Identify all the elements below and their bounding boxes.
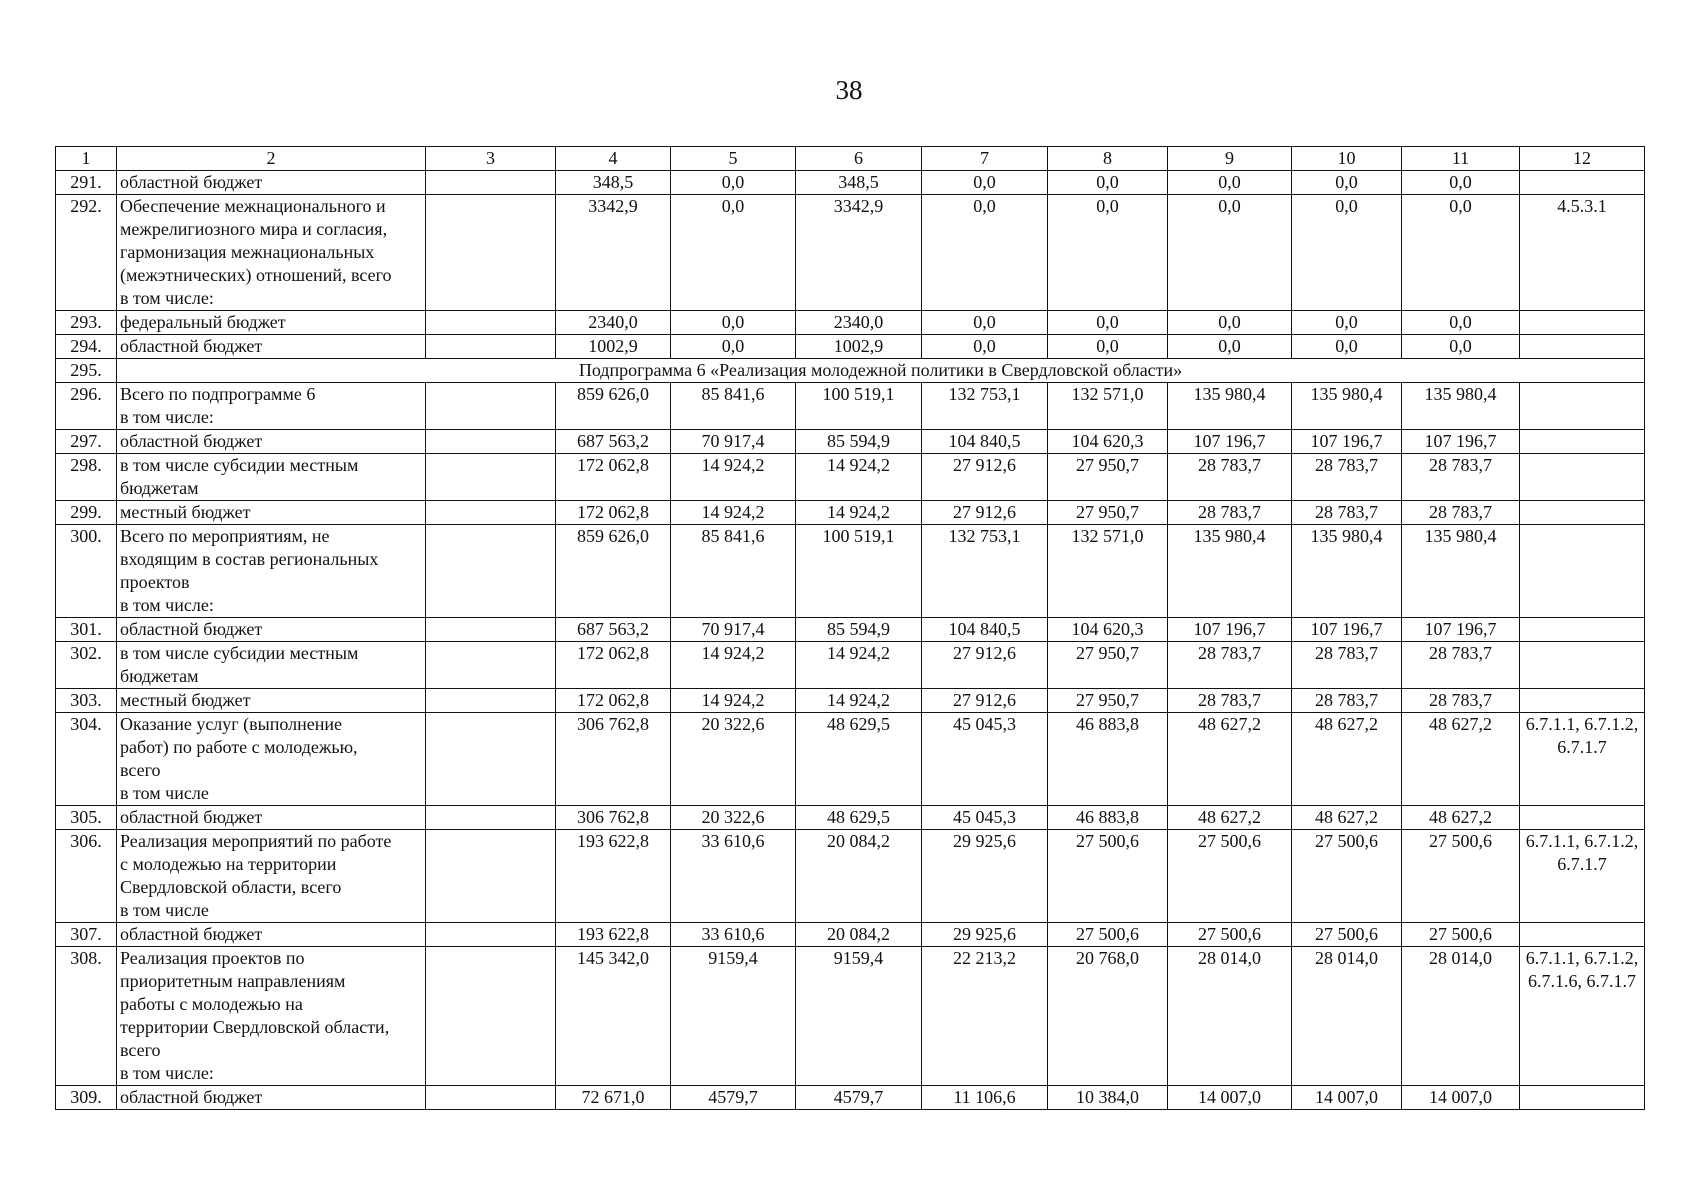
table-body [56, 147, 1645, 1110]
column-3-cell [426, 713, 556, 806]
value-cell: 0,0 [1292, 311, 1402, 335]
value-cell: 28 783,7 [1168, 454, 1292, 501]
value-cell: 9159,4 [796, 947, 922, 1086]
item-name-line: входящим в состав региональных [120, 549, 379, 569]
value-cell: 85 594,9 [796, 618, 922, 642]
item-name-line: в том числе субсидии местным [120, 455, 359, 475]
value-cell: 28 783,7 [1292, 689, 1402, 713]
value-cell: 0,0 [922, 171, 1048, 195]
value-cell: 687 563,2 [556, 430, 671, 454]
value-cell: 14 924,2 [671, 689, 796, 713]
table-row [56, 713, 1645, 806]
table-row [56, 1086, 1645, 1110]
value-cell: 4579,7 [796, 1086, 922, 1110]
item-name [117, 1086, 426, 1110]
value-cell: 0,0 [1048, 311, 1168, 335]
value-cell: 20 084,2 [796, 923, 922, 947]
value-cell: 0,0 [1168, 335, 1292, 359]
item-name [117, 947, 426, 1086]
row-number: 299. [56, 501, 117, 525]
target-code [1520, 383, 1645, 430]
value-cell: 48 627,2 [1292, 713, 1402, 806]
value-cell: 0,0 [671, 171, 796, 195]
value-cell: 14 924,2 [796, 501, 922, 525]
target-code [1520, 430, 1645, 454]
header-cell: 11 [1402, 147, 1520, 171]
value-cell: 70 917,4 [671, 618, 796, 642]
value-cell: 28 014,0 [1168, 947, 1292, 1086]
value-cell: 0,0 [671, 311, 796, 335]
value-cell: 0,0 [922, 335, 1048, 359]
value-cell: 27 500,6 [1292, 923, 1402, 947]
target-code [1520, 335, 1645, 359]
value-cell: 107 196,7 [1402, 618, 1520, 642]
value-cell: 0,0 [1292, 171, 1402, 195]
value-cell: 0,0 [1168, 171, 1292, 195]
item-name-line: Свердловской области, всего [120, 877, 342, 897]
value-cell: 859 626,0 [556, 383, 671, 430]
item-name [117, 689, 426, 713]
item-name-line: всего [120, 760, 161, 780]
value-cell: 104 620,3 [1048, 618, 1168, 642]
column-3-cell [426, 454, 556, 501]
item-name [117, 525, 426, 618]
item-name [117, 171, 426, 195]
item-name-line: бюджетам [120, 478, 199, 498]
value-cell: 3342,9 [796, 195, 922, 311]
column-3-cell [426, 171, 556, 195]
table-row [56, 947, 1645, 1086]
item-name-line: федеральный бюджет [120, 312, 286, 332]
value-cell: 48 627,2 [1168, 806, 1292, 830]
row-number: 309. [56, 1086, 117, 1110]
value-cell: 0,0 [1048, 195, 1168, 311]
value-cell: 14 924,2 [671, 501, 796, 525]
value-cell: 46 883,8 [1048, 806, 1168, 830]
item-name-line: работ) по работе с молодежью, [120, 737, 358, 757]
value-cell: 104 840,5 [922, 618, 1048, 642]
value-cell: 0,0 [1048, 335, 1168, 359]
target-code: 6.7.1.1, 6.7.1.2, 6.7.1.7 [1520, 830, 1645, 923]
row-number: 305. [56, 806, 117, 830]
value-cell: 107 196,7 [1292, 618, 1402, 642]
item-name-line: в том числе [120, 900, 209, 920]
item-name-line: областной бюджет [120, 336, 263, 356]
value-cell: 27 950,7 [1048, 454, 1168, 501]
value-cell: 48 629,5 [796, 713, 922, 806]
item-name-line: в том числе [120, 783, 209, 803]
header-cell: 12 [1520, 147, 1645, 171]
value-cell: 28 014,0 [1292, 947, 1402, 1086]
value-cell: 14 924,2 [671, 642, 796, 689]
row-number: 298. [56, 454, 117, 501]
value-cell: 193 622,8 [556, 830, 671, 923]
value-cell: 0,0 [671, 195, 796, 311]
value-cell: 28 783,7 [1402, 454, 1520, 501]
value-cell: 0,0 [1402, 335, 1520, 359]
column-3-cell [426, 923, 556, 947]
header-cell: 2 [117, 147, 426, 171]
value-cell: 132 753,1 [922, 383, 1048, 430]
item-name-line: областной бюджет [120, 172, 263, 192]
item-name-line: бюджетам [120, 666, 199, 686]
value-cell: 20 084,2 [796, 830, 922, 923]
table-row [56, 311, 1645, 335]
value-cell: 145 342,0 [556, 947, 671, 1086]
header-cell: 5 [671, 147, 796, 171]
value-cell: 28 014,0 [1402, 947, 1520, 1086]
value-cell: 14 007,0 [1402, 1086, 1520, 1110]
value-cell: 14 924,2 [796, 689, 922, 713]
value-cell: 107 196,7 [1402, 430, 1520, 454]
value-cell: 48 629,5 [796, 806, 922, 830]
budget-table [55, 146, 1645, 1110]
value-cell: 28 783,7 [1402, 642, 1520, 689]
table-row [56, 171, 1645, 195]
item-name-line: Оказание услуг (выполнение [120, 714, 343, 734]
value-cell: 0,0 [1292, 195, 1402, 311]
value-cell: 2340,0 [796, 311, 922, 335]
column-3-cell [426, 430, 556, 454]
value-cell: 33 610,6 [671, 830, 796, 923]
value-cell: 28 783,7 [1292, 454, 1402, 501]
value-cell: 10 384,0 [1048, 1086, 1168, 1110]
column-3-cell [426, 195, 556, 311]
item-name-line: областной бюджет [120, 924, 263, 944]
value-cell: 46 883,8 [1048, 713, 1168, 806]
item-name-line: в том числе: [120, 407, 214, 427]
item-name-line: проектов [120, 572, 190, 592]
item-name-line: Обеспечение межнационального и [120, 196, 386, 216]
value-cell: 859 626,0 [556, 525, 671, 618]
item-name [117, 383, 426, 430]
header-cell: 4 [556, 147, 671, 171]
value-cell: 27 950,7 [1048, 501, 1168, 525]
target-code [1520, 923, 1645, 947]
item-name [117, 311, 426, 335]
header-row [56, 147, 1645, 171]
item-name-line: межрелигиозного мира и согласия, [120, 219, 388, 239]
value-cell: 306 762,8 [556, 806, 671, 830]
row-number: 303. [56, 689, 117, 713]
target-code [1520, 171, 1645, 195]
subprogram-title: Подпрограмма 6 «Реализация молодежной политики в Свердловской области» [117, 359, 1645, 383]
column-3-cell [426, 1086, 556, 1110]
target-code [1520, 311, 1645, 335]
value-cell: 48 627,2 [1402, 806, 1520, 830]
target-code [1520, 806, 1645, 830]
value-cell: 132 571,0 [1048, 525, 1168, 618]
value-cell: 9159,4 [671, 947, 796, 1086]
value-cell: 45 045,3 [922, 806, 1048, 830]
table-row [56, 501, 1645, 525]
row-number: 292. [56, 195, 117, 311]
column-3-cell [426, 689, 556, 713]
column-3-cell [426, 335, 556, 359]
value-cell: 100 519,1 [796, 525, 922, 618]
value-cell: 0,0 [1292, 335, 1402, 359]
item-name-line: в том числе: [120, 595, 214, 615]
row-number: 294. [56, 335, 117, 359]
table-row [56, 689, 1645, 713]
table-row [56, 454, 1645, 501]
item-name [117, 454, 426, 501]
column-3-cell [426, 618, 556, 642]
item-name-line: областной бюджет [120, 1087, 263, 1107]
value-cell: 20 322,6 [671, 806, 796, 830]
value-cell: 172 062,8 [556, 689, 671, 713]
target-code [1520, 642, 1645, 689]
column-3-cell [426, 501, 556, 525]
table-row [56, 195, 1645, 311]
value-cell: 70 917,4 [671, 430, 796, 454]
value-cell: 33 610,6 [671, 923, 796, 947]
value-cell: 29 925,6 [922, 830, 1048, 923]
value-cell: 0,0 [922, 311, 1048, 335]
target-code [1520, 618, 1645, 642]
value-cell: 0,0 [1168, 195, 1292, 311]
value-cell: 132 753,1 [922, 525, 1048, 618]
value-cell: 104 840,5 [922, 430, 1048, 454]
item-name-line: Реализация проектов по [120, 948, 305, 968]
value-cell: 85 594,9 [796, 430, 922, 454]
value-cell: 135 980,4 [1292, 383, 1402, 430]
value-cell: 27 500,6 [1292, 830, 1402, 923]
value-cell: 85 841,6 [671, 383, 796, 430]
value-cell: 14 924,2 [671, 454, 796, 501]
item-name-line: работы с молодежью на [120, 994, 303, 1014]
value-cell: 0,0 [1048, 171, 1168, 195]
value-cell: 27 500,6 [1168, 830, 1292, 923]
value-cell: 20 768,0 [1048, 947, 1168, 1086]
header-cell: 8 [1048, 147, 1168, 171]
value-cell: 22 213,2 [922, 947, 1048, 1086]
item-name-line: в том числе субсидии местным [120, 643, 359, 663]
table-row [56, 383, 1645, 430]
header-cell: 3 [426, 147, 556, 171]
value-cell: 27 912,6 [922, 689, 1048, 713]
row-number: 304. [56, 713, 117, 806]
value-cell: 135 980,4 [1402, 525, 1520, 618]
value-cell: 27 500,6 [1402, 830, 1520, 923]
item-name [117, 618, 426, 642]
value-cell: 135 980,4 [1292, 525, 1402, 618]
value-cell: 48 627,2 [1292, 806, 1402, 830]
item-name [117, 830, 426, 923]
target-code: 4.5.3.1 [1520, 195, 1645, 311]
value-cell: 135 980,4 [1402, 383, 1520, 430]
value-cell: 0,0 [671, 335, 796, 359]
value-cell: 0,0 [922, 195, 1048, 311]
value-cell: 28 783,7 [1168, 689, 1292, 713]
item-name-line: местный бюджет [120, 502, 251, 522]
value-cell: 172 062,8 [556, 454, 671, 501]
table-row [56, 642, 1645, 689]
value-cell: 27 912,6 [922, 501, 1048, 525]
item-name-line: областной бюджет [120, 431, 263, 451]
value-cell: 14 007,0 [1292, 1086, 1402, 1110]
item-name [117, 642, 426, 689]
item-name [117, 335, 426, 359]
item-name [117, 923, 426, 947]
value-cell: 20 322,6 [671, 713, 796, 806]
table-row [56, 359, 1645, 383]
header-cell: 7 [922, 147, 1048, 171]
target-code [1520, 454, 1645, 501]
value-cell: 135 980,4 [1168, 383, 1292, 430]
target-code [1520, 689, 1645, 713]
value-cell: 2340,0 [556, 311, 671, 335]
value-cell: 27 950,7 [1048, 689, 1168, 713]
value-cell: 27 500,6 [1048, 923, 1168, 947]
item-name [117, 430, 426, 454]
value-cell: 28 783,7 [1168, 642, 1292, 689]
row-number: 308. [56, 947, 117, 1086]
value-cell: 1002,9 [556, 335, 671, 359]
row-number: 301. [56, 618, 117, 642]
value-cell: 28 783,7 [1402, 501, 1520, 525]
header-cell: 9 [1168, 147, 1292, 171]
value-cell: 0,0 [1402, 171, 1520, 195]
value-cell: 306 762,8 [556, 713, 671, 806]
target-code [1520, 525, 1645, 618]
value-cell: 3342,9 [556, 195, 671, 311]
value-cell: 107 196,7 [1168, 618, 1292, 642]
header-cell: 6 [796, 147, 922, 171]
header-cell: 1 [56, 147, 117, 171]
row-number: 293. [56, 311, 117, 335]
target-code [1520, 1086, 1645, 1110]
table-row [56, 830, 1645, 923]
column-3-cell [426, 830, 556, 923]
value-cell: 14 924,2 [796, 454, 922, 501]
value-cell: 27 912,6 [922, 642, 1048, 689]
value-cell: 193 622,8 [556, 923, 671, 947]
item-name-line: с молодежью на территории [120, 854, 337, 874]
value-cell: 27 500,6 [1402, 923, 1520, 947]
value-cell: 27 950,7 [1048, 642, 1168, 689]
value-cell: 132 571,0 [1048, 383, 1168, 430]
item-name-line: (межэтнических) отношений, всего [120, 265, 392, 285]
item-name [117, 713, 426, 806]
item-name [117, 501, 426, 525]
value-cell: 27 500,6 [1048, 830, 1168, 923]
target-code [1520, 501, 1645, 525]
table-row [56, 525, 1645, 618]
table-row [56, 335, 1645, 359]
value-cell: 104 620,3 [1048, 430, 1168, 454]
item-name [117, 806, 426, 830]
row-number: 300. [56, 525, 117, 618]
value-cell: 11 106,6 [922, 1086, 1048, 1110]
column-3-cell [426, 947, 556, 1086]
item-name-line: приоритетным направлениям [120, 971, 346, 991]
item-name-line: областной бюджет [120, 807, 263, 827]
row-number: 295. [56, 359, 117, 383]
value-cell: 4579,7 [671, 1086, 796, 1110]
value-cell: 348,5 [556, 171, 671, 195]
page-number: 38 [835, 75, 863, 105]
value-cell: 172 062,8 [556, 501, 671, 525]
item-name-line: гармонизация межнациональных [120, 242, 375, 262]
row-number: 302. [56, 642, 117, 689]
value-cell: 172 062,8 [556, 642, 671, 689]
header-cell: 10 [1292, 147, 1402, 171]
column-3-cell [426, 383, 556, 430]
value-cell: 0,0 [1168, 311, 1292, 335]
item-name [117, 195, 426, 311]
row-number: 297. [56, 430, 117, 454]
value-cell: 48 627,2 [1168, 713, 1292, 806]
row-number: 296. [56, 383, 117, 430]
value-cell: 348,5 [796, 171, 922, 195]
value-cell: 28 783,7 [1402, 689, 1520, 713]
value-cell: 1002,9 [796, 335, 922, 359]
item-name-line: областной бюджет [120, 619, 263, 639]
table-row [56, 618, 1645, 642]
item-name-line: территории Свердловской области, [120, 1017, 390, 1037]
value-cell: 14 007,0 [1168, 1086, 1292, 1110]
table-row [56, 806, 1645, 830]
value-cell: 85 841,6 [671, 525, 796, 618]
item-name-line: всего [120, 1040, 161, 1060]
value-cell: 0,0 [1402, 195, 1520, 311]
target-code: 6.7.1.1, 6.7.1.2, 6.7.1.7 [1520, 713, 1645, 806]
row-number: 306. [56, 830, 117, 923]
value-cell: 29 925,6 [922, 923, 1048, 947]
column-3-cell [426, 525, 556, 618]
item-name-line: Всего по мероприятиям, не [120, 526, 330, 546]
item-name-line: в том числе: [120, 1063, 214, 1083]
value-cell: 28 783,7 [1292, 642, 1402, 689]
column-3-cell [426, 311, 556, 335]
value-cell: 0,0 [1402, 311, 1520, 335]
value-cell: 14 924,2 [796, 642, 922, 689]
target-code: 6.7.1.1, 6.7.1.2, 6.7.1.6, 6.7.1.7 [1520, 947, 1645, 1086]
value-cell: 27 912,6 [922, 454, 1048, 501]
column-3-cell [426, 806, 556, 830]
value-cell: 27 500,6 [1168, 923, 1292, 947]
value-cell: 687 563,2 [556, 618, 671, 642]
value-cell: 100 519,1 [796, 383, 922, 430]
item-name-line: местный бюджет [120, 690, 251, 710]
value-cell: 72 671,0 [556, 1086, 671, 1110]
value-cell: 107 196,7 [1168, 430, 1292, 454]
table-row [56, 923, 1645, 947]
row-number: 291. [56, 171, 117, 195]
column-3-cell [426, 642, 556, 689]
row-number: 307. [56, 923, 117, 947]
table-row [56, 430, 1645, 454]
value-cell: 45 045,3 [922, 713, 1048, 806]
value-cell: 28 783,7 [1292, 501, 1402, 525]
item-name-line: Реализация мероприятий по работе [120, 831, 392, 851]
value-cell: 28 783,7 [1168, 501, 1292, 525]
value-cell: 48 627,2 [1402, 713, 1520, 806]
value-cell: 135 980,4 [1168, 525, 1292, 618]
item-name-line: Всего по подпрограмме 6 [120, 384, 316, 404]
item-name-line: в том числе: [120, 288, 214, 308]
value-cell: 107 196,7 [1292, 430, 1402, 454]
